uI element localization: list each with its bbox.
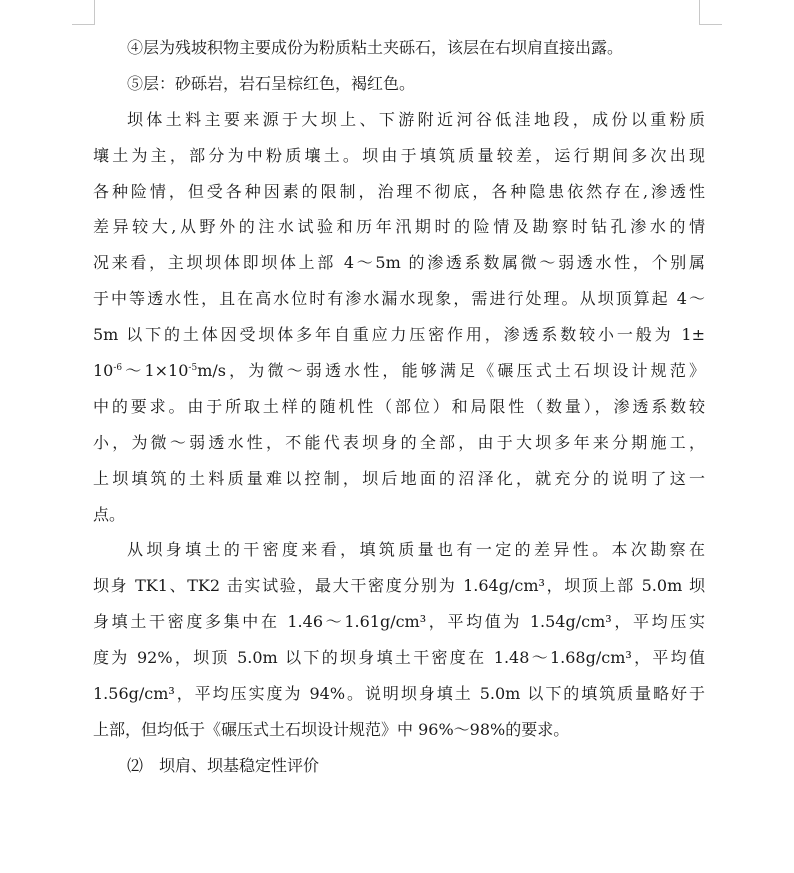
text-line: 小，为微～弱透水性，不能代表坝身的全部，由于大坝多年来分期施工， bbox=[93, 432, 705, 452]
text-line: 点。 bbox=[93, 504, 126, 524]
document-body bbox=[93, 30, 705, 784]
crop-mark-top-right bbox=[700, 24, 722, 25]
exponent: -6 bbox=[113, 363, 123, 374]
text-line: 坝体土料主要来源于大坝上、下游附近河谷低洼地段，成份以重粉质 bbox=[127, 109, 705, 129]
text-line: 各种险情，但受各种因素的限制，治理不彻底，各种隐患依然存在,渗透性 bbox=[93, 181, 705, 201]
text-fragment: m/s，为微～弱透水性，能够满足《碾压式土石坝设计规范》 bbox=[197, 361, 705, 381]
crop-mark-top-left bbox=[94, 0, 95, 25]
paragraph-dry-density bbox=[93, 532, 705, 747]
text-line: 度为 92%，坝顶 5.0m 以下的坝身填土干密度在 1.48～1.68g/cm³，平均值 bbox=[93, 648, 705, 668]
exponent: -5 bbox=[188, 363, 198, 374]
crop-mark-top-right bbox=[699, 0, 700, 25]
text-line: 中的要求。由于所取土样的随机性（部位）和局限性（数量），渗透系数较 bbox=[93, 396, 705, 416]
text-fragment: 10 bbox=[93, 361, 114, 381]
text-line: 1.56g/cm³，平均压实度为 94%。说明坝身填土 5.0m 以下的填筑质量略好于 bbox=[93, 684, 705, 704]
text-line-with-exponents bbox=[93, 353, 705, 389]
text-line: 况来看，主坝坝体即坝体上部 4～5m 的渗透系数属微～弱透水性，个别属 bbox=[93, 253, 705, 273]
text-line: 差异较大,从野外的注水试验和历年汛期时的险情及勘察时钻孔渗水的情 bbox=[93, 217, 705, 237]
paragraph-layer-4: ④层为残坡积物主要成份为粉质粘土夹砾石，该层在右坝肩直接出露。 bbox=[127, 38, 624, 57]
paragraph-layer-5: ⑤层：砂砾岩，岩石呈棕红色，褐红色。 bbox=[127, 73, 416, 93]
text-fragment: ～1×10 bbox=[122, 361, 189, 381]
text-line: 于中等透水性，且在高水位时有渗水漏水现象，需进行处理。从坝顶算起 4～ bbox=[93, 289, 705, 309]
text-line: 上坝填筑的土料质量难以控制，坝后地面的沼泽化，就充分的说明了这一 bbox=[93, 468, 705, 488]
text-line: 上部，但均低于《碾压式土石坝设计规范》中 96%～98%的要求。 bbox=[93, 719, 570, 739]
section-heading: ⑵ 坝肩、坝基稳定性评价 bbox=[127, 755, 320, 775]
text-line: 5m 以下的土体因受坝体多年自重应力压密作用，渗透系数较小一般为 1± bbox=[93, 325, 705, 345]
text-line: 坝身 TK1、TK2 击实试验，最大干密度分别为 1.64g/cm³，坝顶上部 5.0m 坝 bbox=[93, 576, 705, 596]
text-line: 从坝身填土的干密度来看，填筑质量也有一定的差异性。本次勘察在 bbox=[127, 540, 705, 560]
text-line: 身填土干密度多集中在 1.46～1.61g/cm³，平均值为 1.54g/cm³，平均压实 bbox=[93, 612, 705, 632]
paragraph-dam-soil-permeability bbox=[93, 102, 705, 533]
crop-mark-top-left bbox=[72, 24, 94, 25]
text-line: 壤土为主，部分为中粉质壤土。坝由于填筑质量较差，运行期间多次出现 bbox=[93, 145, 705, 165]
